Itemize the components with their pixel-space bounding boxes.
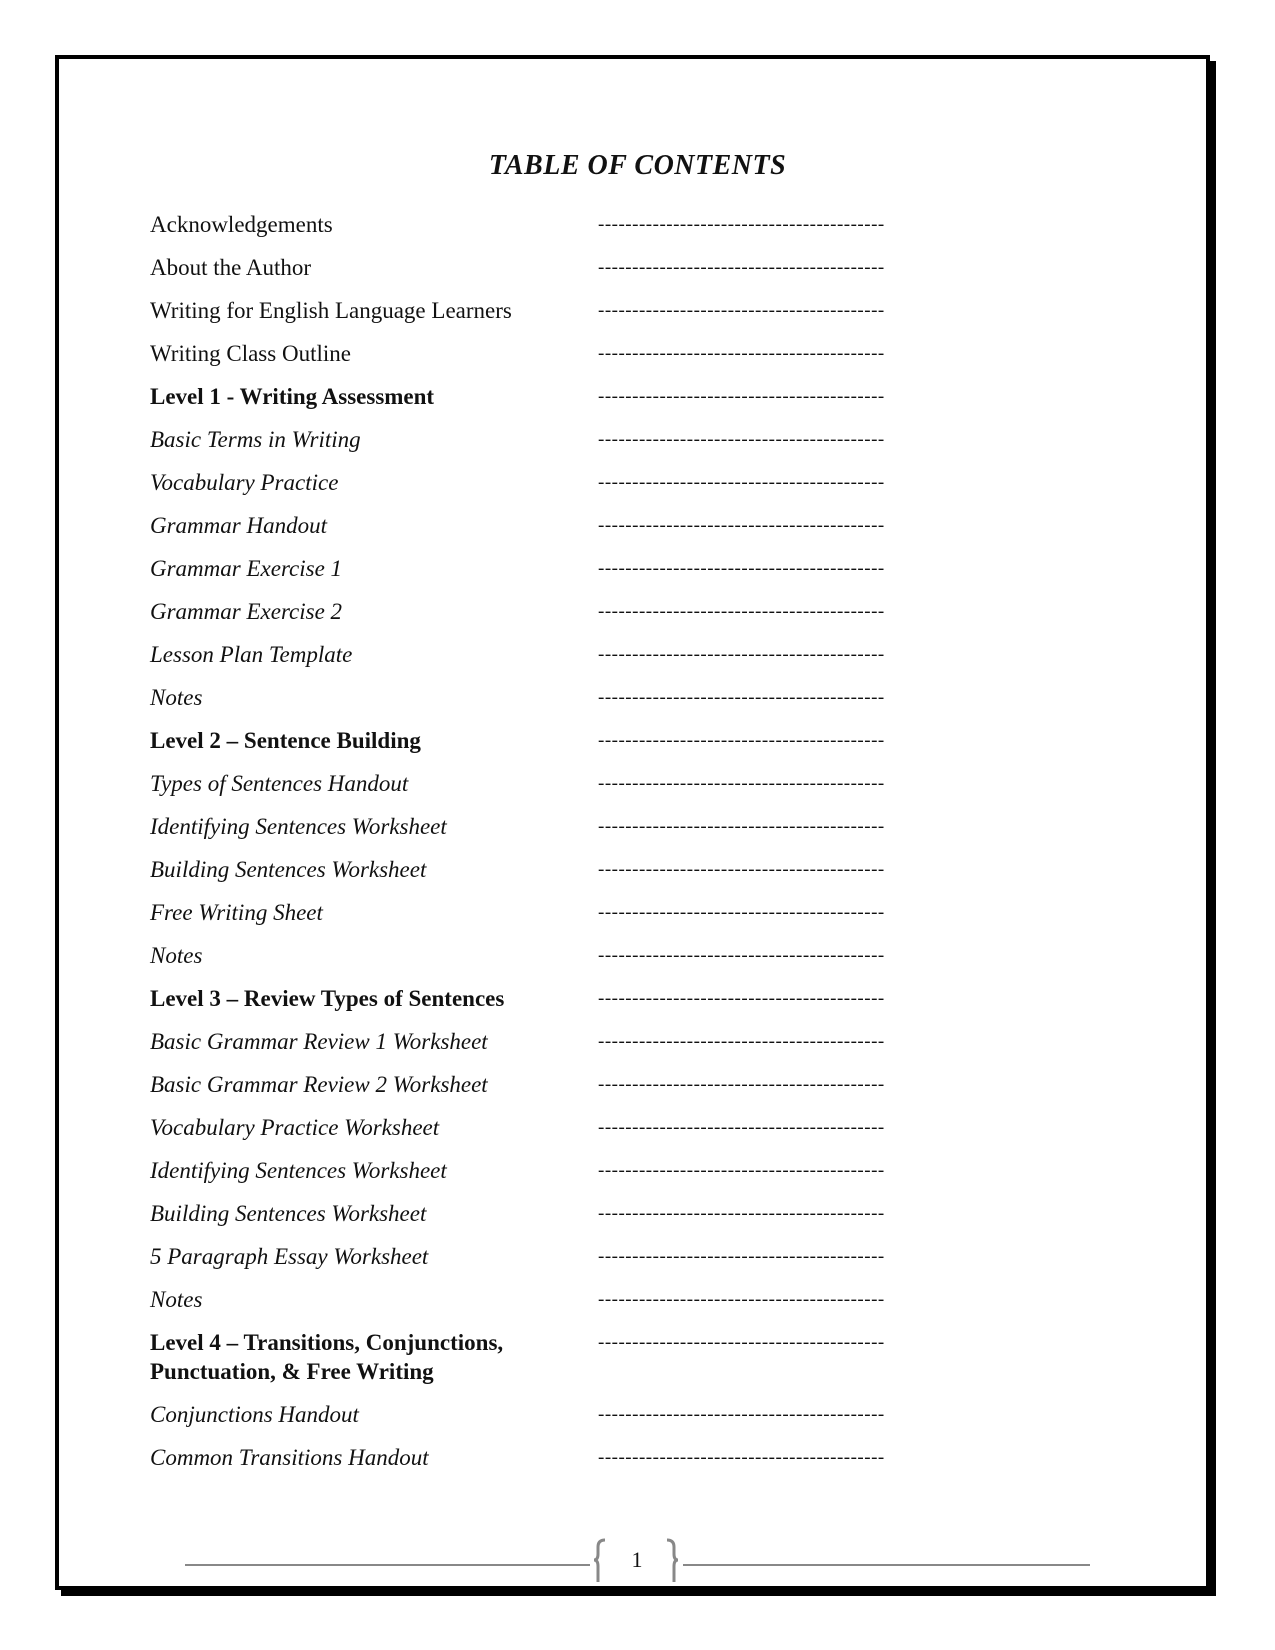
toc-entry bbox=[150, 210, 950, 253]
toc-entry bbox=[150, 812, 950, 855]
toc-entry-label: Conjunctions Handout bbox=[150, 1402, 359, 1427]
toc-entry-leader: ------------------------------------------ bbox=[598, 429, 885, 450]
toc-entry bbox=[150, 1027, 950, 1070]
toc-entry-leader: ------------------------------------------ bbox=[598, 902, 885, 923]
toc-entry-label: Basic Grammar Review 2 Worksheet bbox=[150, 1072, 488, 1097]
toc-entry bbox=[150, 339, 950, 382]
page-footer bbox=[185, 1540, 1090, 1590]
toc-entry-leader: ------------------------------------------ bbox=[598, 1289, 885, 1310]
toc-entry-label: Grammar Exercise 1 bbox=[150, 556, 343, 581]
toc-entry bbox=[150, 769, 950, 812]
toc-entry-leader: ------------------------------------------ bbox=[598, 1404, 885, 1425]
toc-entry-label: Common Transitions Handout bbox=[150, 1445, 429, 1470]
toc-entry-leader: ------------------------------------------ bbox=[598, 1117, 885, 1138]
toc-entry bbox=[150, 1070, 950, 1113]
footer-rule-right bbox=[683, 1564, 1090, 1566]
toc-entry-leader: ------------------------------------------ bbox=[598, 1160, 885, 1181]
toc-entry-label: 5 Paragraph Essay Worksheet bbox=[150, 1244, 429, 1269]
toc-entry-leader: ------------------------------------------ bbox=[598, 1031, 885, 1052]
toc-entry-leader: ------------------------------------------ bbox=[598, 816, 885, 837]
toc-entry-leader: ------------------------------------------ bbox=[598, 945, 885, 966]
toc-entry-leader: ------------------------------------------ bbox=[598, 472, 885, 493]
toc-entry bbox=[150, 984, 950, 1027]
page-title: TABLE OF CONTENTS bbox=[488, 150, 787, 181]
toc-entry-leader: ------------------------------------------ bbox=[598, 214, 885, 235]
toc-entry bbox=[150, 253, 950, 296]
toc-entry bbox=[150, 1199, 950, 1242]
toc-entry bbox=[150, 726, 950, 769]
toc-entry-leader: ------------------------------------------ bbox=[598, 515, 885, 536]
toc-entry-leader: ------------------------------------------ bbox=[598, 1246, 885, 1267]
toc-entry-label: Writing for English Language Learners bbox=[150, 298, 512, 323]
toc-entry bbox=[150, 898, 950, 941]
toc-entry-label: Notes bbox=[150, 943, 203, 968]
toc-entry bbox=[150, 1156, 950, 1199]
toc-entry-label: Types of Sentences Handout bbox=[150, 771, 409, 796]
toc-entry-leader: ------------------------------------------ bbox=[598, 386, 885, 407]
toc-entry-leader: ------------------------------------------ bbox=[598, 1447, 885, 1468]
toc-entry-label: Grammar Handout bbox=[150, 513, 327, 538]
toc-entry-leader: ------------------------------------------ bbox=[598, 558, 885, 579]
toc-entry-leader: ------------------------------------------ bbox=[598, 773, 885, 794]
toc-entry bbox=[150, 1242, 950, 1285]
toc-entry bbox=[150, 382, 950, 425]
toc-entry-leader: ------------------------------------------ bbox=[598, 1203, 885, 1224]
toc-entry-label: Level 3 – Review Types of Sentences bbox=[150, 986, 505, 1011]
footer-rule-left bbox=[185, 1564, 590, 1566]
toc-entry-label: Level 2 – Sentence Building bbox=[150, 728, 421, 753]
toc-entry-leader: ------------------------------------------ bbox=[598, 601, 885, 622]
toc-entry-label: Building Sentences Worksheet bbox=[150, 857, 427, 882]
toc-entry bbox=[150, 1285, 950, 1328]
toc-entry-label: Basic Terms in Writing bbox=[150, 427, 361, 452]
toc-entry-label: Level 1 - Writing Assessment bbox=[150, 384, 435, 409]
toc-entry bbox=[150, 597, 950, 640]
toc-entry-label: Free Writing Sheet bbox=[150, 900, 323, 925]
toc-entry-label: Notes bbox=[150, 1287, 203, 1312]
toc-entry-label: Level 4 – Transitions, Conjunctions, Punctuation, & Free Writing bbox=[150, 1330, 504, 1384]
toc-entry bbox=[150, 425, 950, 468]
toc-entry bbox=[150, 1400, 950, 1443]
toc-entry-label: Writing Class Outline bbox=[150, 341, 351, 366]
toc-entry-label: Vocabulary Practice Worksheet bbox=[150, 1115, 440, 1140]
toc-entry-leader: ------------------------------------------ bbox=[598, 257, 885, 278]
toc-entry bbox=[150, 1328, 950, 1400]
toc-entry bbox=[150, 1113, 950, 1156]
toc-entry-label: Vocabulary Practice bbox=[150, 470, 339, 495]
toc-entry bbox=[150, 683, 950, 726]
toc-entry-leader: ------------------------------------------ bbox=[598, 343, 885, 364]
toc-entry-leader: ------------------------------------------ bbox=[598, 988, 885, 1009]
toc-entry-label: Acknowledgements bbox=[150, 212, 333, 237]
toc-entry-label: Basic Grammar Review 1 Worksheet bbox=[150, 1029, 488, 1054]
toc-list bbox=[150, 210, 950, 1486]
toc-entry bbox=[150, 640, 950, 683]
toc-entry-label: Lesson Plan Template bbox=[150, 642, 353, 667]
toc-entry-label: Grammar Exercise 2 bbox=[150, 599, 343, 624]
toc-entry-label: Identifying Sentences Worksheet bbox=[150, 814, 447, 839]
toc-entry-leader: ------------------------------------------ bbox=[598, 644, 885, 665]
toc-entry-label: Notes bbox=[150, 685, 203, 710]
toc-entry bbox=[150, 511, 950, 554]
toc-entry bbox=[150, 296, 950, 339]
page-number: 1 bbox=[631, 1547, 643, 1572]
toc-entry bbox=[150, 554, 950, 597]
toc-entry bbox=[150, 1443, 950, 1486]
toc-entry bbox=[150, 468, 950, 511]
toc-entry-label: Identifying Sentences Worksheet bbox=[150, 1158, 447, 1183]
toc-entry bbox=[150, 855, 950, 898]
toc-entry-leader: ------------------------------------------ bbox=[598, 859, 885, 880]
toc-entry-leader: ------------------------------------------ bbox=[598, 1074, 885, 1095]
toc-entry-leader: ------------------------------------------ bbox=[598, 730, 885, 751]
toc-entry-label: Building Sentences Worksheet bbox=[150, 1201, 427, 1226]
right-brace-icon bbox=[665, 1538, 679, 1582]
toc-entry-leader: ------------------------------------------ bbox=[598, 687, 885, 708]
toc-entry-label: About the Author bbox=[150, 255, 311, 280]
toc-entry bbox=[150, 941, 950, 984]
toc-entry-leader: ------------------------------------------ bbox=[598, 300, 885, 321]
toc-entry-leader: ------------------------------------------ bbox=[598, 1332, 885, 1353]
